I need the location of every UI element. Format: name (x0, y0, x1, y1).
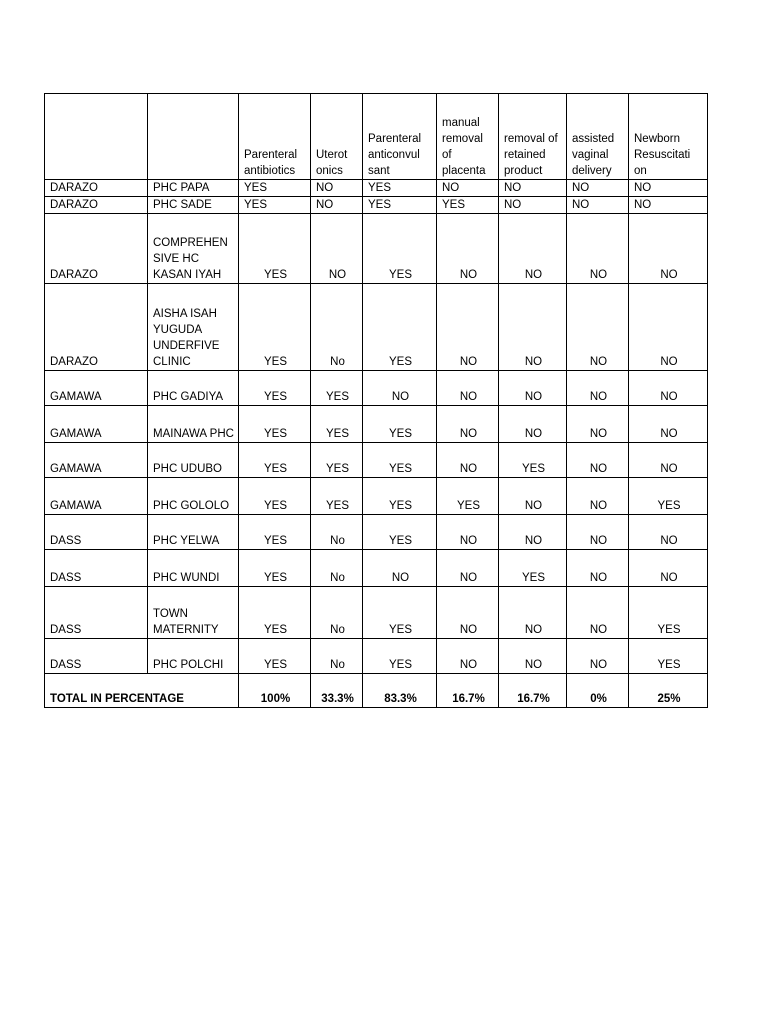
value-cell: NO (499, 478, 567, 515)
value-cell: NO (437, 639, 499, 674)
table-row (45, 639, 708, 674)
value-cell: NO (437, 587, 499, 639)
value-cell: YES (363, 214, 437, 284)
value-cell: NO (629, 406, 708, 443)
value-cell: NO (499, 587, 567, 639)
value-cell: NO (567, 371, 629, 406)
value-cell: NO (437, 284, 499, 371)
facility-services-table (44, 93, 708, 708)
value-cell: YES (311, 371, 363, 406)
value-cell: No (311, 639, 363, 674)
value-cell: NO (567, 550, 629, 587)
value-cell: YES (239, 284, 311, 371)
total-value-cell: 16.7% (437, 674, 499, 708)
value-cell: YES (629, 478, 708, 515)
value-cell: YES (363, 515, 437, 550)
value-cell: YES (629, 639, 708, 674)
table-row (45, 284, 708, 371)
total-label: TOTAL IN PERCENTAGE (45, 674, 239, 708)
value-cell: YES (363, 587, 437, 639)
value-cell: YES (363, 197, 437, 214)
value-cell: NO (567, 515, 629, 550)
facility-cell: PHC PAPA (148, 180, 239, 197)
value-cell: NO (311, 197, 363, 214)
value-cell: NO (363, 371, 437, 406)
value-cell: YES (239, 550, 311, 587)
facility-cell: PHC UDUBO (148, 443, 239, 478)
value-cell: YES (239, 639, 311, 674)
value-cell: YES (363, 406, 437, 443)
value-cell: NO (567, 406, 629, 443)
lga-cell: DARAZO (45, 180, 148, 197)
total-row (45, 674, 708, 708)
facility-cell: TOWN MATERNITY (148, 587, 239, 639)
table-row (45, 197, 708, 214)
table-header-row (45, 94, 708, 180)
value-cell: YES (363, 478, 437, 515)
value-cell: NO (437, 214, 499, 284)
lga-cell: DARAZO (45, 284, 148, 371)
facility-cell: MAINAWA PHC (148, 406, 239, 443)
value-cell: YES (499, 443, 567, 478)
header-cell-manual-removal-placenta: manual removal of placenta (437, 94, 499, 180)
lga-cell: GAMAWA (45, 478, 148, 515)
value-cell: YES (239, 180, 311, 197)
value-cell: YES (311, 443, 363, 478)
value-cell: NO (437, 180, 499, 197)
value-cell: NO (629, 371, 708, 406)
value-cell: No (311, 515, 363, 550)
value-cell: YES (239, 197, 311, 214)
value-cell: NO (629, 197, 708, 214)
value-cell: NO (629, 284, 708, 371)
table-row (45, 371, 708, 406)
total-value-cell: 33.3% (311, 674, 363, 708)
total-value-cell: 83.3% (363, 674, 437, 708)
header-cell-uterotonics: Uterot onics (311, 94, 363, 180)
facility-cell: PHC POLCHI (148, 639, 239, 674)
lga-cell: DARAZO (45, 214, 148, 284)
value-cell: NO (567, 284, 629, 371)
total-value-cell: 25% (629, 674, 708, 708)
table-row (45, 515, 708, 550)
lga-cell: GAMAWA (45, 443, 148, 478)
facility-cell: AISHA ISAH YUGUDA UNDERFIVE CLINIC (148, 284, 239, 371)
value-cell: YES (499, 550, 567, 587)
header-cell-parenteral-anticonvulsant: Parenteral anticonvul sant (363, 94, 437, 180)
total-value-cell: 0% (567, 674, 629, 708)
header-cell-parenteral-antibiotics: Parenteral antibiotics (239, 94, 311, 180)
value-cell: YES (363, 443, 437, 478)
value-cell: YES (239, 515, 311, 550)
facility-cell: PHC GOLOLO (148, 478, 239, 515)
facility-cell: PHC WUNDI (148, 550, 239, 587)
facility-cell: PHC YELWA (148, 515, 239, 550)
total-value-cell: 16.7% (499, 674, 567, 708)
facility-cell: PHC GADIYA (148, 371, 239, 406)
value-cell: NO (311, 214, 363, 284)
value-cell: NO (437, 443, 499, 478)
table-row (45, 550, 708, 587)
value-cell: NO (567, 214, 629, 284)
value-cell: NO (437, 371, 499, 406)
value-cell: YES (437, 197, 499, 214)
value-cell: NO (629, 180, 708, 197)
header-cell-newborn-resuscitation: Newborn Resuscitati on (629, 94, 708, 180)
value-cell: YES (239, 406, 311, 443)
table-row (45, 587, 708, 639)
value-cell: NO (499, 197, 567, 214)
lga-cell: DASS (45, 515, 148, 550)
table-row (45, 406, 708, 443)
value-cell: NO (311, 180, 363, 197)
value-cell: YES (437, 478, 499, 515)
value-cell: NO (363, 550, 437, 587)
value-cell: NO (499, 371, 567, 406)
value-cell: YES (239, 214, 311, 284)
value-cell: NO (437, 550, 499, 587)
value-cell: NO (499, 639, 567, 674)
value-cell: YES (311, 478, 363, 515)
value-cell: NO (567, 587, 629, 639)
header-cell-assisted-vaginal-delivery: assisted vaginal delivery (567, 94, 629, 180)
lga-cell: DARAZO (45, 197, 148, 214)
table-row (45, 214, 708, 284)
value-cell: NO (499, 515, 567, 550)
facility-cell: PHC SADE (148, 197, 239, 214)
table-row (45, 478, 708, 515)
value-cell: YES (239, 443, 311, 478)
value-cell: YES (363, 639, 437, 674)
value-cell: NO (629, 515, 708, 550)
value-cell: NO (499, 406, 567, 443)
value-cell: YES (239, 371, 311, 406)
value-cell: NO (629, 443, 708, 478)
value-cell: No (311, 587, 363, 639)
value-cell: No (311, 550, 363, 587)
value-cell: YES (629, 587, 708, 639)
table-row (45, 180, 708, 197)
value-cell: No (311, 284, 363, 371)
lga-cell: GAMAWA (45, 371, 148, 406)
total-value-cell: 100% (239, 674, 311, 708)
value-cell: YES (239, 478, 311, 515)
value-cell: YES (363, 180, 437, 197)
value-cell: NO (437, 515, 499, 550)
table-row (45, 443, 708, 478)
header-cell-facility (148, 94, 239, 180)
value-cell: NO (567, 180, 629, 197)
lga-cell: DASS (45, 639, 148, 674)
value-cell: NO (629, 214, 708, 284)
lga-cell: DASS (45, 587, 148, 639)
value-cell: NO (567, 443, 629, 478)
facility-cell: COMPREHEN SIVE HC KASAN IYAH (148, 214, 239, 284)
value-cell: NO (567, 197, 629, 214)
header-cell-lga (45, 94, 148, 180)
value-cell: YES (363, 284, 437, 371)
value-cell: YES (311, 406, 363, 443)
value-cell: NO (499, 284, 567, 371)
lga-cell: GAMAWA (45, 406, 148, 443)
value-cell: NO (499, 180, 567, 197)
value-cell: YES (239, 587, 311, 639)
lga-cell: DASS (45, 550, 148, 587)
value-cell: NO (567, 478, 629, 515)
value-cell: NO (499, 214, 567, 284)
value-cell: NO (629, 550, 708, 587)
value-cell: NO (567, 639, 629, 674)
value-cell: NO (437, 406, 499, 443)
header-cell-removal-retained-product: removal of retained product (499, 94, 567, 180)
